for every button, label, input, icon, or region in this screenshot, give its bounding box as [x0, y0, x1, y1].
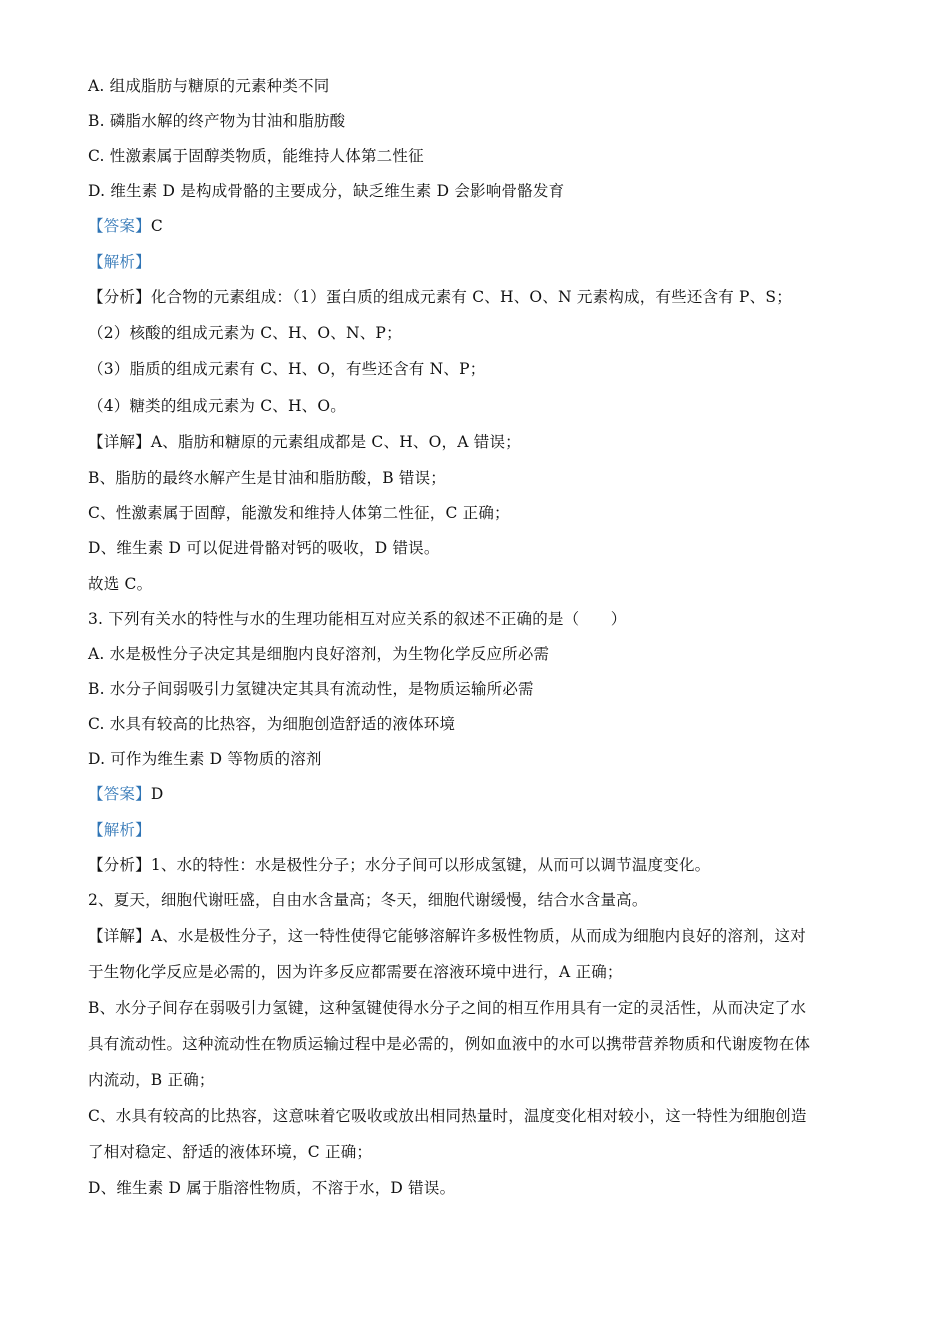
- q3-fenxi-line-2: 2、夏天，细胞代谢旺盛，自由水含量高；冬天，细胞代谢缓慢，结合水含量高。: [88, 891, 648, 909]
- q2-fenxi-line-4: （4）糖类的组成元素为 C、H、O。: [88, 397, 346, 415]
- q2-xiangjie-line-3: C、性激素属于固醇，能激发和维持人体第二性征，C 正确；: [88, 504, 510, 522]
- q2-fenxi-line-2: （2）核酸的组成元素为 C、H、O、N、P；: [88, 324, 402, 342]
- q3-xiangjie-line-8: D、维生素 D 属于脂溶性物质，不溶于水，D 错误。: [88, 1179, 456, 1197]
- q3-fenxi-line-1: [88, 855, 868, 875]
- q3-xiangjie-line-3: B、水分子间存在弱吸引力氢键，这种氢键使得水分子之间的相互作用具有一定的灵活性，从而决定了水: [88, 999, 807, 1017]
- xiangjie-tag: 【详解】: [88, 433, 151, 451]
- fenxi-text: 化合物的元素组成：（1）蛋白质的组成元素有 C、H、O、N 元素构成，有些还含有 P、S；: [150, 288, 792, 306]
- q3-option-a: A. 水是极性分子决定其是细胞内良好溶剂，为生物化学反应所必需: [88, 645, 550, 663]
- q3-option-b: B. 水分子间弱吸引力氢键决定其具有流动性，是物质运输所必需: [88, 680, 534, 698]
- q3-xiangjie-line-6: C、水具有较高的比热容，这意味着它吸收或放出相同热量时，温度变化相对较小，这一特性为细胞创造: [88, 1107, 807, 1125]
- q3-xiangjie-line-5: 内流动，B 正确；: [88, 1071, 215, 1089]
- q3-option-c: C. 水具有较高的比热容，为细胞创造舒适的液体环境: [88, 715, 456, 733]
- q2-fenxi-line-1: [88, 287, 868, 307]
- answer-tag: 【答案】: [88, 217, 151, 235]
- q2-xiangjie-line-1: [88, 432, 868, 452]
- q2-xiangjie-line-4: D、维生素 D 可以促进骨骼对钙的吸收，D 错误。: [88, 539, 440, 557]
- xiangjie-text: A、水是极性分子，这一特性使得它能够溶解许多极性物质，从而成为细胞内良好的溶剂，这对: [150, 927, 806, 945]
- q3-option-d: D. 可作为维生素 D 等物质的溶剂: [88, 750, 322, 768]
- q2-answer-line: [88, 216, 868, 236]
- q2-option-a: A. 组成脂肪与糖原的元素种类不同: [88, 77, 330, 95]
- fenxi-tag: 【分析】: [88, 856, 151, 874]
- q3-xiangjie-line-7: 了相对稳定、舒适的液体环境，C 正确；: [88, 1143, 373, 1161]
- q2-fenxi-line-3: （3）脂质的组成元素有 C、H、O，有些还含有 N、P；: [88, 360, 486, 378]
- q2-option-d: D. 维生素 D 是构成骨骼的主要成分，缺乏维生素 D 会影响骨骼发育: [88, 182, 565, 200]
- q3-xiangjie-line-2: 于生物化学反应是必需的，因为许多反应都需要在溶液环境中进行，A 正确；: [88, 963, 623, 981]
- q2-conclusion: 故选 C。: [88, 575, 153, 593]
- q3-answer-line: [88, 784, 868, 804]
- q2-xiangjie-line-2: B、脂肪的最终水解产生是甘油和脂肪酸，B 错误；: [88, 469, 447, 487]
- xiangjie-text: A、脂肪和糖原的元素组成都是 C、H、O，A 错误；: [150, 433, 521, 451]
- q3-stem: 3. 下列有关水的特性与水的生理功能相互对应关系的叙述不正确的是（ ）: [88, 610, 627, 628]
- q2-option-b: B. 磷脂水解的终产物为甘油和脂肪酸: [88, 112, 346, 130]
- q2-option-c: C. 性激素属于固醇类物质，能维持人体第二性征: [88, 147, 424, 165]
- fenxi-text: 1、水的特性：水是极性分子；水分子间可以形成氢键，从而可以调节温度变化。: [150, 856, 711, 874]
- answer-value: D: [150, 785, 164, 803]
- answer-value: C: [150, 217, 163, 235]
- q3-xiangjie-line-4: 具有流动性。这种流动性在物质运输过程中是必需的，例如血液中的水可以携带营养物质和代谢废物在体: [88, 1035, 811, 1053]
- answer-tag: 【答案】: [88, 785, 151, 803]
- q2-analysis-tag: 【解析】: [88, 253, 151, 271]
- xiangjie-tag: 【详解】: [88, 927, 151, 945]
- fenxi-tag: 【分析】: [88, 288, 151, 306]
- q3-xiangjie-line-1: [88, 926, 868, 946]
- q3-analysis-tag: 【解析】: [88, 821, 151, 839]
